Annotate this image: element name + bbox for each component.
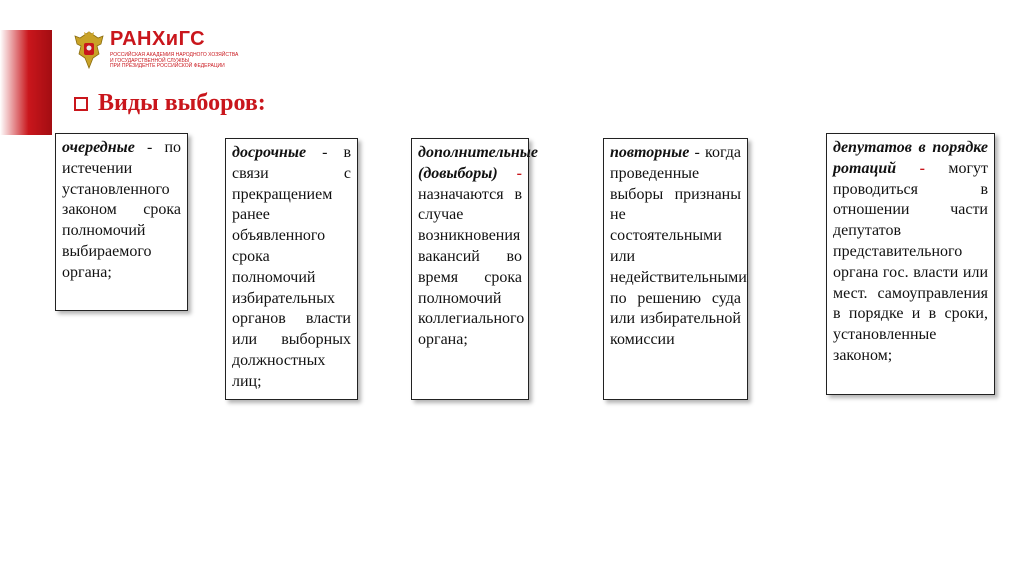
card-dash: - <box>689 144 706 161</box>
eagle-emblem-icon <box>72 30 106 70</box>
card-dash: - <box>134 139 165 156</box>
card-term: повторные <box>610 144 690 161</box>
card-term: очередные <box>62 139 135 156</box>
card-dash: - <box>896 159 949 177</box>
ranepa-logo <box>72 28 239 72</box>
card-repeat-elections <box>603 138 748 400</box>
card-term: депутатов в порядке ротаций <box>833 139 988 177</box>
card-rotation-elections <box>826 133 995 395</box>
brand-subtitle: РОССИЙСКАЯ АКАДЕМИЯ НАРОДНОГО ХОЗЯЙСТВА И ГОСУДАРСТВЕННОЙ СЛУЖБЫ ПРИ ПРЕЗИДЕНТЕ РОССИЙСКОЙ ФЕДЕРАЦИИ <box>110 52 239 69</box>
card-text: по истечении установленного законом срока полномочий выбираемого органа; <box>62 139 181 281</box>
card-additional-elections <box>411 138 538 400</box>
card-text: могут проводиться в отношении части депутатов представительного органа гос. власти или мест. самоуправления в порядке и в сроки, установленные законом; <box>833 159 988 364</box>
card-term: досрочные <box>232 144 307 161</box>
card-early-elections <box>225 138 358 400</box>
card-regular-elections <box>55 133 188 311</box>
card-term: дополнительные (довыборы) <box>418 144 538 182</box>
card-text: назначаются в случае возникновения вакансий во время срока полномочий коллегиального органа; <box>418 185 525 349</box>
card-text: в связи с прекращением ранее объявленного срока полномочий избирательных органов власти или выборных должностных лиц; <box>232 144 351 390</box>
card-dash: - <box>497 164 522 182</box>
brand-name: РАНХиГС <box>110 28 206 50</box>
card-dash: - <box>306 144 344 161</box>
card-text: когда проведенные выборы признаны не состоятельными или недействительными по решению суда или избирательной комиссии <box>610 144 747 349</box>
page-title: Виды выборов: <box>74 90 266 117</box>
checkbox-bullet-icon <box>74 97 88 111</box>
red-accent-bar <box>0 30 52 135</box>
